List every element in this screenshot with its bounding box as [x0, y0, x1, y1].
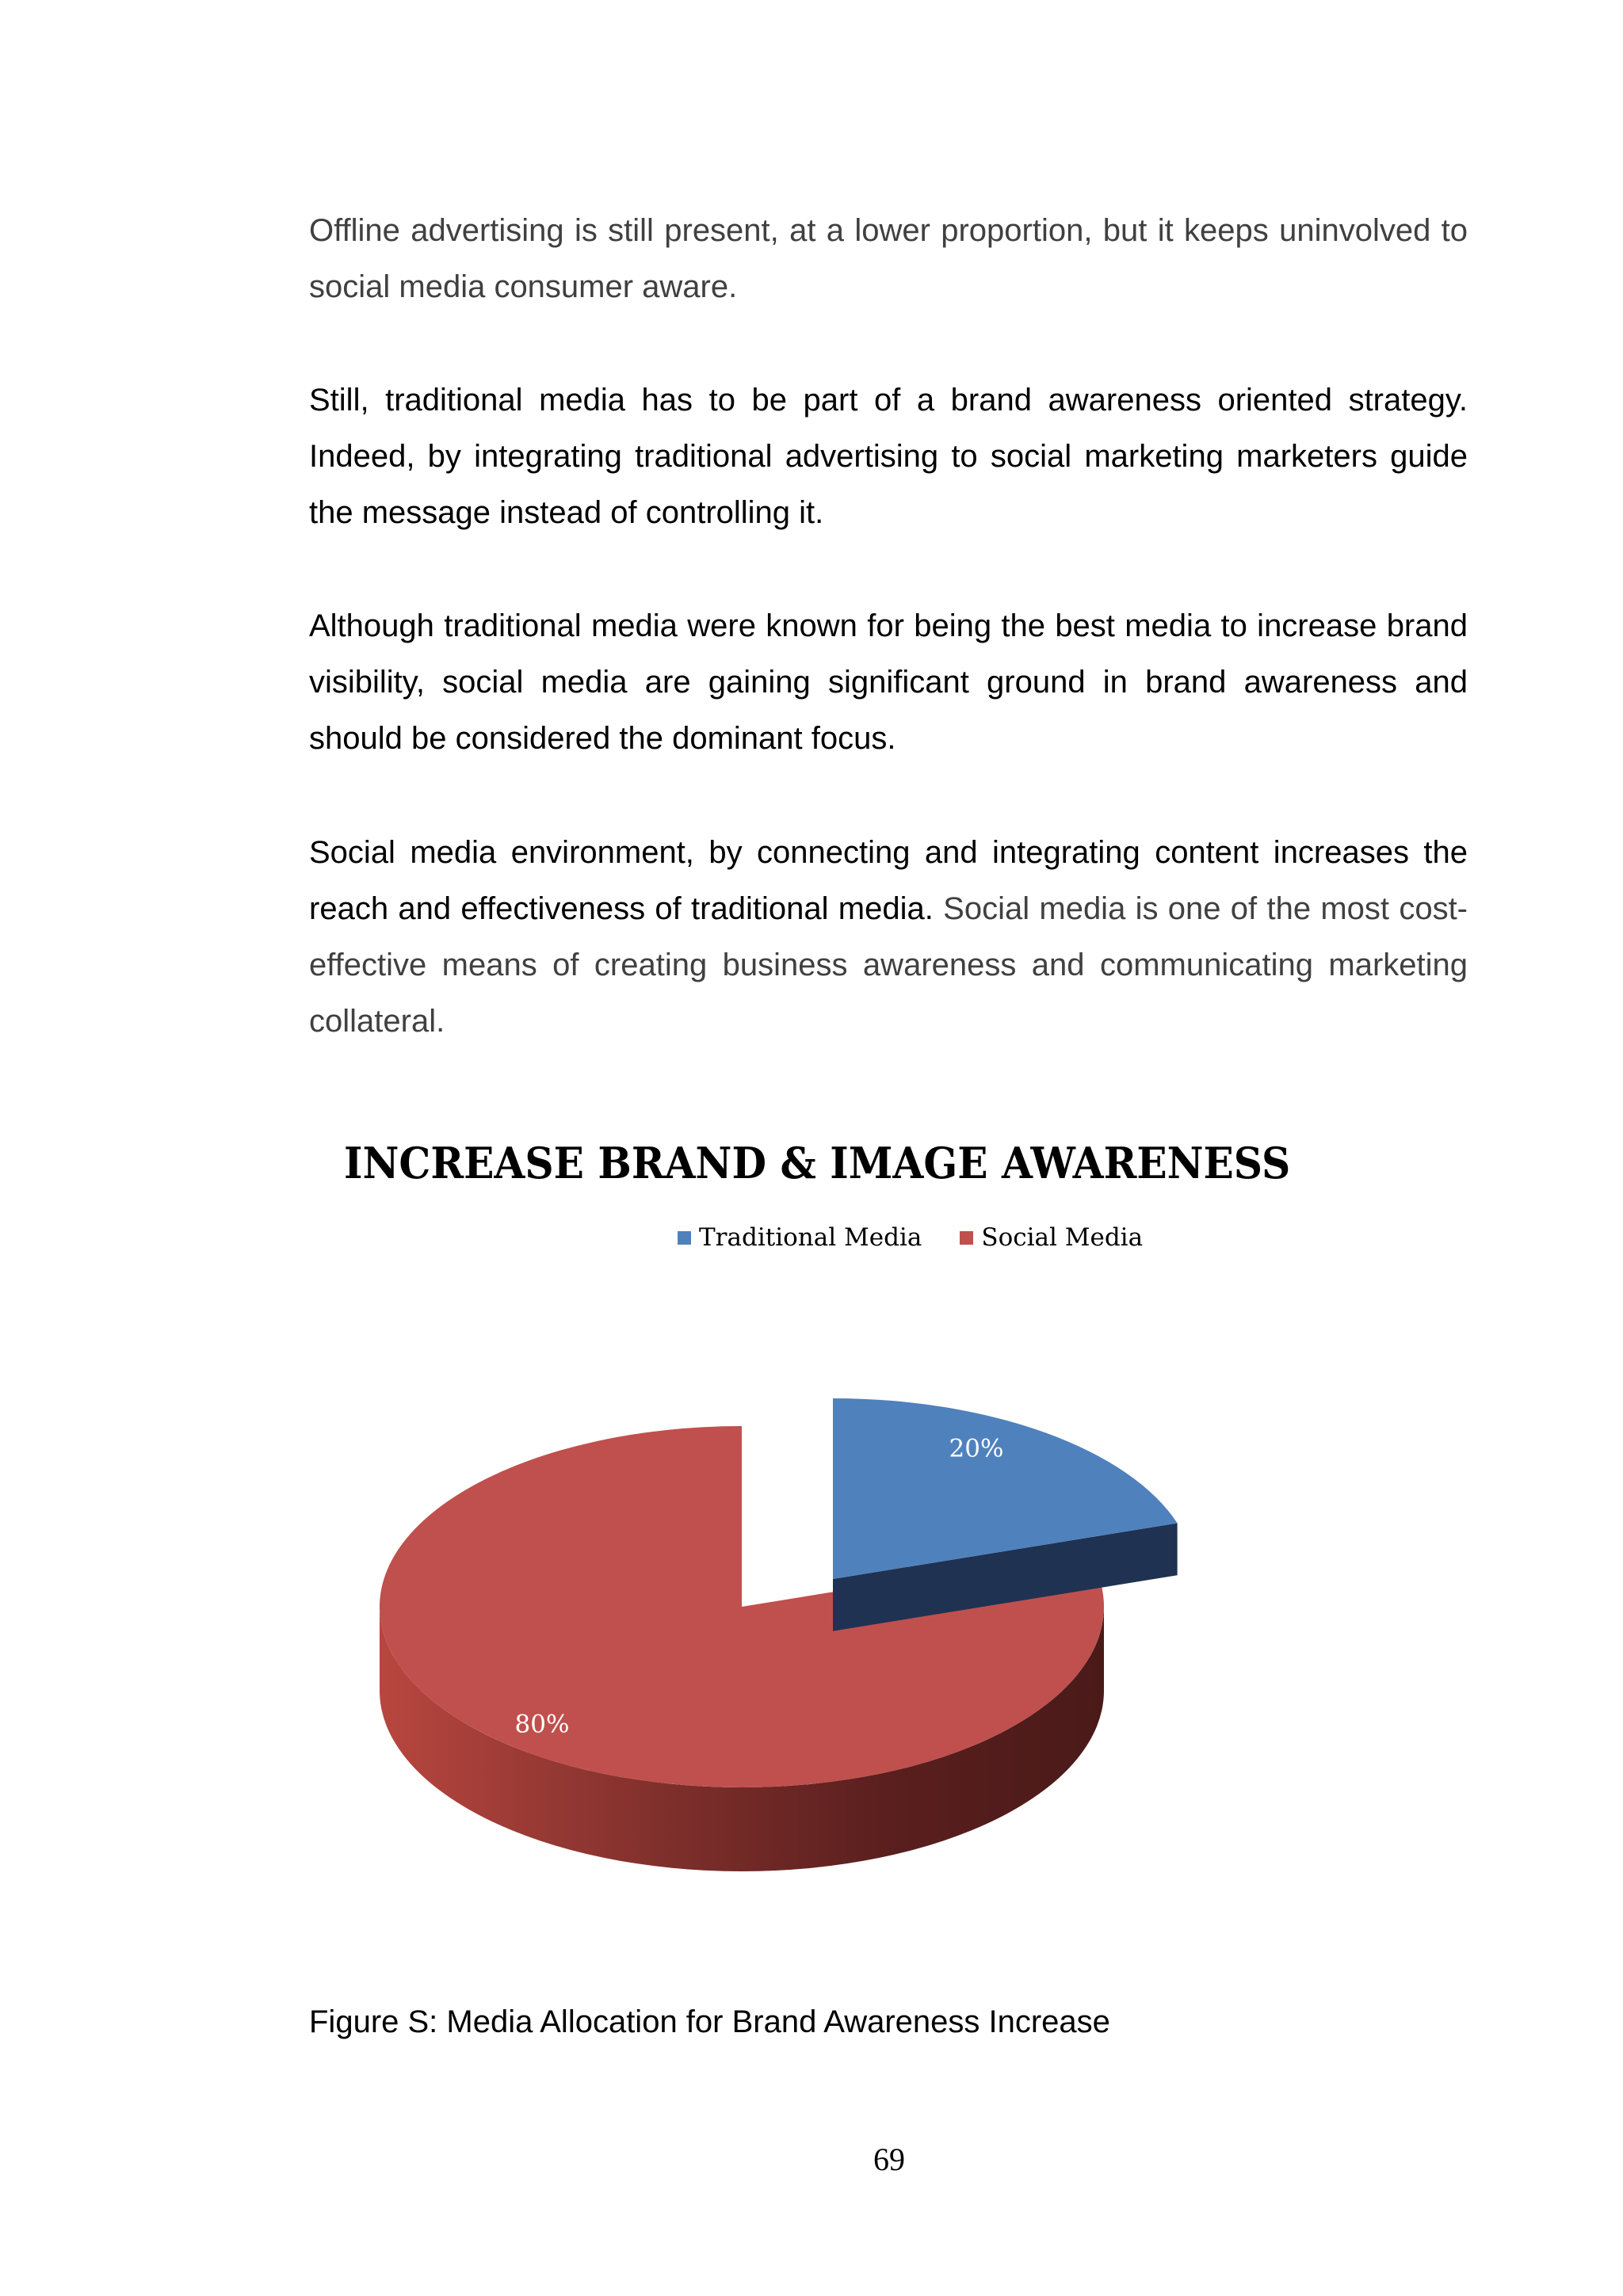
paragraph-social-media-environment-part-1: Social media environment, by connecting and integrating content increases the reach and effectiveness of traditional media.	[309, 835, 1468, 926]
pie-slice-traditional-media	[833, 1398, 1178, 1631]
chart-title: INCREASE BRAND & IMAGE AWARENESS	[344, 1138, 1291, 1188]
page-number: 69	[873, 2142, 905, 2177]
legend-label-traditional-media: Traditional Media	[699, 1223, 922, 1252]
paragraph-brand-visibility: Although traditional media were known for being the best media to increase brand visibility, social media are gaining significant ground in brand awareness and should be considered the dominant focus.	[309, 608, 1468, 756]
pie-chart-group	[380, 1398, 1178, 1871]
data-label-social-media: 80%	[514, 1710, 570, 1739]
figure-caption: Figure S: Media Allocation for Brand Awareness Increase	[309, 2004, 1110, 2039]
data-label-traditional-media: 20%	[949, 1434, 1004, 1463]
paragraph-traditional-media-strategy: Still, traditional media has to be part of a brand awareness oriented strategy. Indeed, by integrating traditional advertising to social marketing marketers guide the message instead of controlling it.	[309, 383, 1468, 530]
legend-label-social-media: Social Media	[981, 1223, 1144, 1252]
paragraph-offline-advertising: Offline advertising is still present, at a lower proportion, but it keeps uninvolved to social media consumer aware.	[309, 213, 1468, 304]
paragraph-social-media-environment-part-2: Social media is one of the most cost-effective means of creating business awareness and communicating marketing collateral.	[309, 891, 1468, 1039]
